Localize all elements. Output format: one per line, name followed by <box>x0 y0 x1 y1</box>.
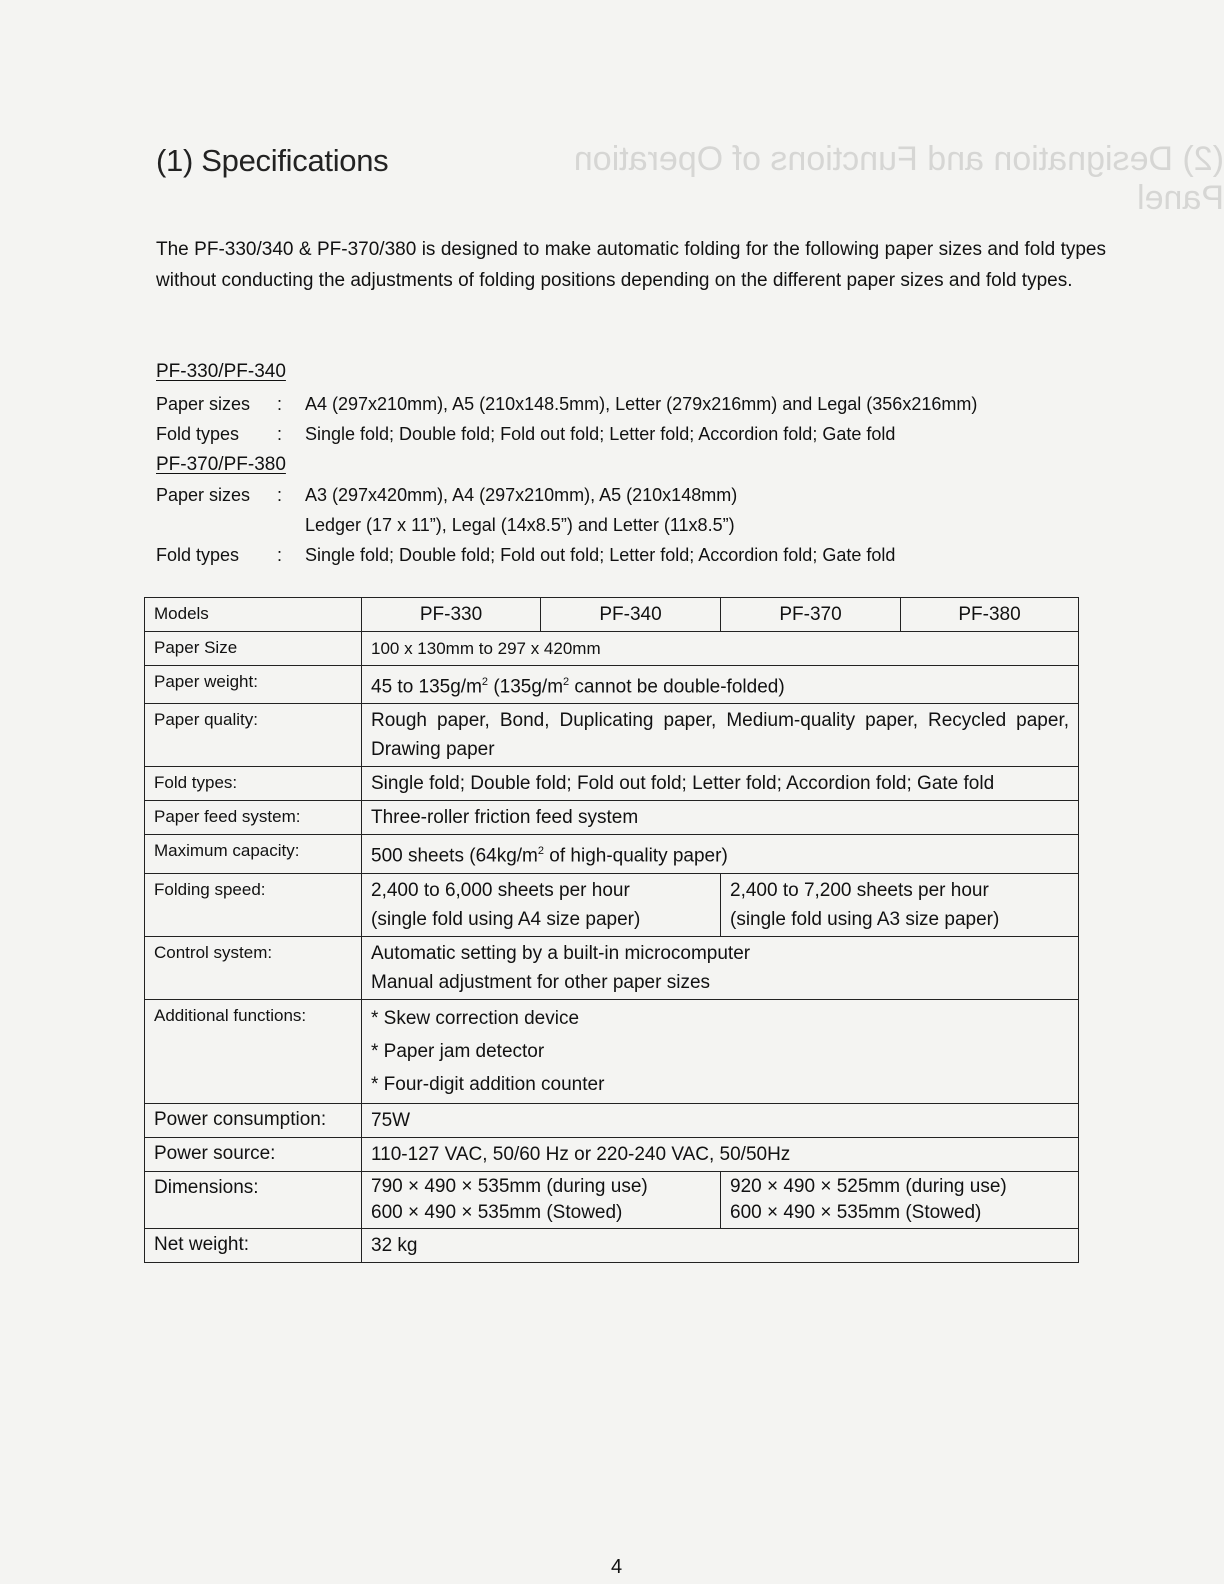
dim-b-line2: 600 × 490 × 535mm (Stowed) <box>730 1201 982 1223</box>
model-pf380: PF-380 <box>901 598 1079 632</box>
list-item: * Paper jam detector <box>371 1040 545 1062</box>
models-a-paper-sizes: A4 (297x210mm), A5 (210x148.5mm), Letter (279x216mm) and Legal (356x216mm) <box>305 394 978 414</box>
fold-types-value: Single fold; Double fold; Fold out fold; Letter fold; Accordion fold; Gate fold <box>362 767 1079 801</box>
capacity-label: Maximum capacity: <box>145 835 362 873</box>
dim-a-line2: 600 × 490 × 535mm (Stowed) <box>371 1201 623 1223</box>
models-b-paper-sizes-label: Paper sizes <box>156 485 251 505</box>
control-system-label: Control system: <box>145 936 362 999</box>
models-a-fold-types: Single fold; Double fold; Fold out fold; Letter fold; Accordion fold; Gate fold <box>305 424 896 444</box>
bleed-through-text: (2) Designation and Functions of Operation Panel <box>573 140 1224 217</box>
power-consumption-label: Power consumption: <box>145 1103 362 1137</box>
fold-types-label: Fold types: <box>145 767 362 801</box>
table-row <box>145 1228 1079 1262</box>
control-line2: Manual adjustment for other paper sizes <box>371 971 711 993</box>
table-row <box>145 873 1079 936</box>
page-title: (1) Specifications <box>156 143 389 178</box>
control-line1: Automatic setting by a built-in microcomputer <box>371 942 751 964</box>
paper-weight-text: cannot be double-folded) <box>569 676 785 698</box>
table-row <box>145 704 1079 767</box>
net-weight-label: Net weight: <box>145 1228 362 1262</box>
folding-speed-a <box>362 873 721 936</box>
table-row <box>145 999 1079 1103</box>
model-pf340: PF-340 <box>541 598 721 632</box>
speed-b-line1: 2,400 to 7,200 sheets per hour <box>730 879 989 901</box>
capacity-text: of high-quality paper) <box>544 845 728 867</box>
paper-quality-label: Paper quality: <box>145 704 362 767</box>
specifications-table <box>144 597 1079 1263</box>
table-row <box>145 1171 1079 1228</box>
table-row <box>145 835 1079 873</box>
colon: : <box>277 545 283 565</box>
colon: : <box>277 485 283 505</box>
page-number: 4 <box>611 1556 623 1578</box>
table-row <box>145 666 1079 704</box>
colon: : <box>277 394 283 414</box>
model-pf370: PF-370 <box>721 598 901 632</box>
models-b-fold-types: Single fold; Double fold; Fold out fold; Letter fold; Accordion fold; Gate fold <box>305 545 896 565</box>
superscript: 2 <box>563 676 570 688</box>
models-b-fold-types-label: Fold types <box>156 545 240 565</box>
folding-speed-label: Folding speed: <box>145 873 362 936</box>
paper-weight-text: 45 to 135g/m <box>371 676 482 698</box>
model-pf330: PF-330 <box>362 598 541 632</box>
folding-speed-b <box>721 873 1079 936</box>
dimensions-a <box>362 1171 721 1228</box>
superscript: 2 <box>537 845 544 858</box>
speed-a-line2: (single fold using A4 size paper) <box>371 908 641 930</box>
paper-weight-text: (135g/m <box>488 676 564 698</box>
additional-functions-value <box>362 999 1079 1103</box>
table-row <box>145 767 1079 801</box>
power-source-label: Power source: <box>145 1137 362 1171</box>
table-row <box>145 1103 1079 1137</box>
capacity-text: 500 sheets (64kg/m <box>371 845 538 867</box>
dimensions-label: Dimensions: <box>145 1171 362 1228</box>
dimensions-b <box>721 1171 1079 1228</box>
list-item: * Skew correction device <box>371 1007 580 1029</box>
superscript: 2 <box>481 676 489 688</box>
capacity-value <box>362 835 1079 873</box>
models-b-title: PF-370/PF-380 <box>156 454 286 475</box>
dim-a-line1: 790 × 490 × 535mm (during use) <box>371 1175 648 1197</box>
table-row <box>145 632 1079 666</box>
table-row <box>145 598 1079 632</box>
power-consumption-value: 75W <box>362 1103 1079 1137</box>
list-item: * Four-digit addition counter <box>371 1073 605 1095</box>
feed-system-value: Three-roller friction feed system <box>362 801 1079 835</box>
models-a-fold-types-label: Fold types <box>156 424 240 444</box>
colon: : <box>277 424 283 444</box>
paper-size-label: Paper Size <box>145 632 362 666</box>
intro-paragraph: The PF-330/340 & PF-370/380 is designed to make automatic folding for the following paper sizes and fold types without conducting the adjustments of folding positions depending on the different paper sizes and fold types. <box>156 239 1106 291</box>
control-system-value <box>362 936 1079 999</box>
table-row <box>145 801 1079 835</box>
net-weight-value: 32 kg <box>362 1228 1079 1262</box>
speed-b-line2: (single fold using A3 size paper) <box>730 908 1000 930</box>
models-b-paper-sizes-line1: A3 (297x420mm), A4 (297x210mm), A5 (210x148mm) <box>305 485 738 505</box>
table-row <box>145 936 1079 999</box>
paper-size-value: 100 x 130mm to 297 x 420mm <box>362 632 1079 666</box>
models-label: Models <box>145 598 362 632</box>
table-row <box>145 1137 1079 1171</box>
models-a-paper-sizes-label: Paper sizes <box>156 394 251 414</box>
paper-weight-label: Paper weight: <box>145 666 362 704</box>
paper-weight-value <box>362 666 1079 704</box>
models-a-title: PF-330/PF-340 <box>156 361 286 382</box>
speed-a-line1: 2,400 to 6,000 sheets per hour <box>371 879 630 901</box>
power-source-value: 110-127 VAC, 50/60 Hz or 220-240 VAC, 50/50Hz <box>362 1137 1079 1171</box>
paper-quality-value: Rough paper, Bond, Duplicating paper, Medium-quality paper, Recycled paper, Drawing paper <box>362 704 1079 767</box>
feed-system-label: Paper feed system: <box>145 801 362 835</box>
models-b-paper-sizes-line2: Ledger (17 x 11”), Legal (14x8.5”) and Letter (11x8.5”) <box>305 515 735 535</box>
dim-b-line1: 920 × 490 × 525mm (during use) <box>730 1175 1007 1197</box>
additional-functions-label: Additional functions: <box>145 999 362 1103</box>
